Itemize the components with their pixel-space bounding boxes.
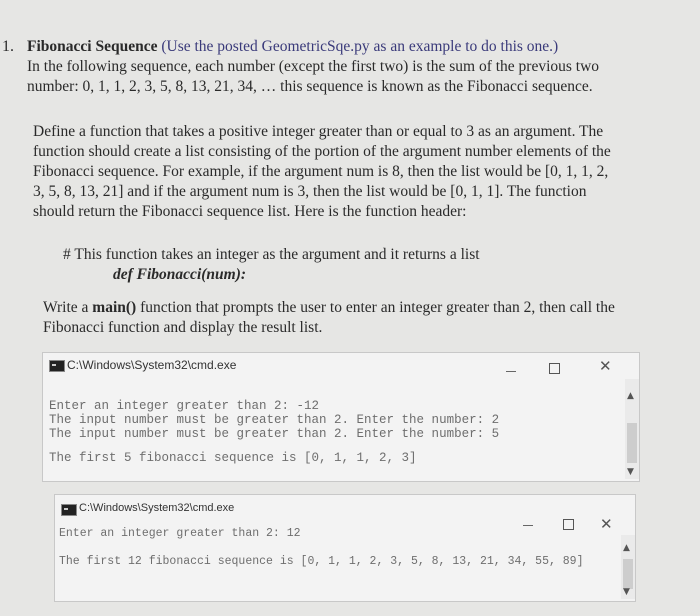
main-keyword: main() xyxy=(92,299,137,316)
question-title: Fibonacci Sequence xyxy=(27,38,158,55)
main-paragraph xyxy=(43,298,615,338)
code-header: def Fibonacci(num): xyxy=(113,266,247,283)
console-line: The first 5 fibonacci sequence is [0, 1, 1, 2, 3] xyxy=(49,451,417,465)
console-output xyxy=(59,527,584,569)
window-title: C:\Windows\System32\cmd.exe xyxy=(67,358,237,372)
cmd-window-2[interactable] xyxy=(54,494,636,602)
console-line: The input number must be greater than 2. Enter the number: 2 xyxy=(49,413,500,427)
close-icon[interactable]: ✕ xyxy=(599,357,612,375)
maximize-icon[interactable] xyxy=(549,363,560,374)
main-line: Fibonacci function and display the result list. xyxy=(43,319,323,336)
cmd-icon xyxy=(49,360,65,372)
scroll-down-icon[interactable]: ▼ xyxy=(627,467,634,477)
intro-line: In the following sequence, each number (except the first two) is the sum of the previous two xyxy=(27,58,600,75)
scroll-down-icon[interactable]: ▼ xyxy=(623,587,630,597)
scroll-thumb[interactable] xyxy=(627,423,637,463)
scroll-up-icon[interactable]: ▲ xyxy=(627,391,634,401)
console-line: The input number must be greater than 2. Enter the number: 5 xyxy=(49,427,500,441)
define-paragraph xyxy=(33,122,611,222)
intro-line: number: 0, 1, 1, 2, 3, 5, 8, 13, 21, 34, … this sequence is known as the Fibonacci sequence. xyxy=(27,78,593,95)
code-comment: # This function takes an integer as the argument and it returns a list xyxy=(63,246,480,263)
scroll-up-icon[interactable]: ▲ xyxy=(623,543,630,553)
define-line: should return the Fibonacci sequence list. Here is the function header: xyxy=(33,203,467,220)
function-header-block xyxy=(63,245,480,285)
cmd-titlebar[interactable] xyxy=(55,495,635,533)
console-line: Enter an integer greater than 2: -12 xyxy=(49,399,320,413)
main-line-pre: Write a xyxy=(43,299,93,316)
main-line-post: function that prompts the user to enter an integer greater than 2, then call the xyxy=(136,299,615,316)
close-icon[interactable]: ✕ xyxy=(600,515,613,533)
define-line: function should create a list consisting of the portion of the argument number elements of the xyxy=(33,143,611,160)
console-line xyxy=(59,541,584,555)
scrollbar[interactable] xyxy=(621,535,635,599)
define-line: Define a function that takes a positive integer greater than or equal to 3 as an argument. The xyxy=(33,123,604,140)
main-line xyxy=(43,298,615,318)
minimize-icon[interactable] xyxy=(523,525,533,526)
question-title-note: (Use the posted GeometricSqe.py as an example to do this one.) xyxy=(161,38,559,55)
cmd-window-1[interactable] xyxy=(42,352,640,482)
question-title-line xyxy=(27,37,599,57)
console-line xyxy=(49,441,499,451)
cmd-icon xyxy=(61,504,77,516)
window-title: C:\Windows\System32\cmd.exe xyxy=(79,502,235,514)
cmd-titlebar[interactable] xyxy=(43,353,639,377)
scroll-thumb[interactable] xyxy=(623,559,633,589)
question-intro xyxy=(27,37,599,97)
console-line: Enter an integer greater than 2: 12 xyxy=(59,527,301,540)
console-output xyxy=(49,399,499,465)
minimize-icon[interactable] xyxy=(506,371,516,372)
console-line: The first 12 fibonacci sequence is [0, 1, 1, 2, 3, 5, 8, 13, 21, 34, 55, 89] xyxy=(59,555,584,568)
scrollbar[interactable] xyxy=(625,379,639,479)
define-line: Fibonacci sequence. For example, if the argument num is 8, then the list would be [0, 1, 1, 2, xyxy=(33,163,609,180)
define-line: 3, 5, 8, 13, 21] and if the argument num is 3, then the list would be [0, 1, 1]. The function xyxy=(33,183,587,200)
question-number: 1. xyxy=(2,38,14,55)
